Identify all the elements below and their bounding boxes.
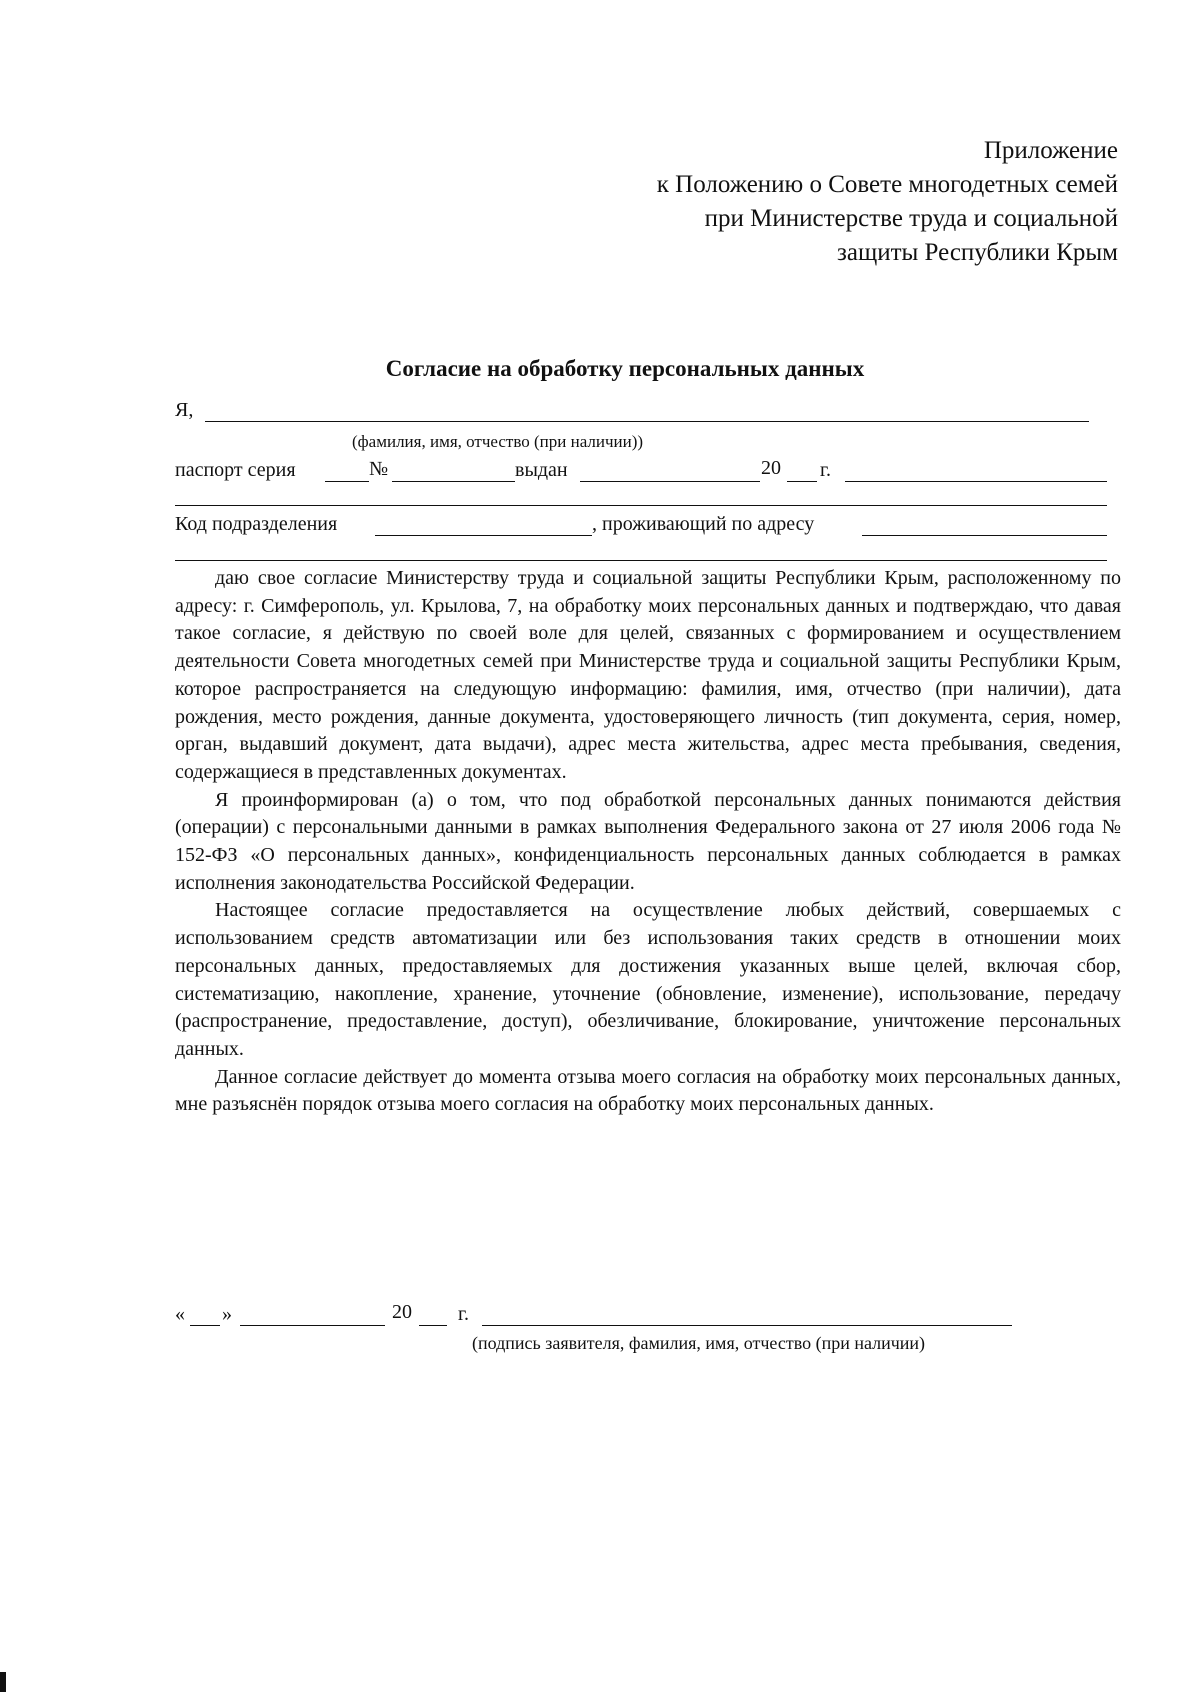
address-label: , проживающий по адресу <box>592 513 815 535</box>
consent-paragraph: даю свое согласие Министерству труда и социальной защиты Республики Крым, расположенному по адресу: г. Симферополь, ул. Крылова, 7, на обработку моих персональных данных и подтверждаю, что давая такое согласие, я действую по своей воле для целей, связанных с формированием и осуществлением деятельности Совета многодетных семей при Министерстве труда и социальной защиты Республики Крым, которое распространяется на следующую информацию: фамилия, имя, отчество (при наличии), дата рождения, место рождения, данные документа, удостоверяющего личность (тип документа, серия, номер, орган, выдавший документ, дата выдачи), адрес места жительства, адрес места пребывания, сведения, содержащиеся в представленных документах. <box>175 567 1121 783</box>
passport-number-line[interactable] <box>392 481 515 482</box>
appendix-line: защиты Республики Крым <box>836 239 1118 266</box>
division-code-line[interactable] <box>375 535 592 536</box>
signature-year-line[interactable] <box>419 1325 447 1326</box>
appendix-line: Приложение <box>983 137 1118 164</box>
address-line[interactable] <box>862 535 1107 536</box>
consent-paragraph: Настоящее согласие предоставляется на осуществление любых действий, совершаемых с использованием средств автоматизации или без использования таких средств в отношении моих персональных данных, предоставляемых для достижения указанных выше целей, включая сбор, систематизацию, накопление, хранение, уточнение (обновление, изменение), использование, передачу (распространение, предоставление, доступ), обезличивание, блокирование, уничтожение персональных данных. <box>175 899 1121 1060</box>
signature-month-line[interactable] <box>240 1325 385 1326</box>
issued-by-line[interactable] <box>580 481 760 482</box>
consent-paragraph: Данное согласие действует до момента отзыва моего согласия на обработку моих персональных данных, мне разъяснён порядок отзыва моего согласия на обработку моих персональных данных. <box>175 1065 1121 1116</box>
date-quote-open: « <box>175 1303 185 1325</box>
issue-year-suffix: г. <box>820 459 831 481</box>
date-quote-close: » <box>222 1303 232 1325</box>
consent-body <box>175 565 1121 1119</box>
signature-hint: (подпись заявителя, фамилия, имя, отчество (при наличии) <box>472 1333 926 1353</box>
issued-extra-line[interactable] <box>845 481 1107 482</box>
appendix-header <box>657 134 1118 270</box>
division-label: Код подразделения <box>175 513 338 535</box>
passport-series-line[interactable] <box>325 481 369 482</box>
signature-day-line[interactable] <box>190 1325 220 1326</box>
passport-continuation-line[interactable] <box>175 505 1107 506</box>
i-label: Я, <box>175 399 194 421</box>
appendix-line: при Министерстве труда и социальной <box>704 205 1118 232</box>
passport-label: паспорт серия <box>175 459 296 481</box>
signature-year-prefix: 20 <box>392 1301 412 1323</box>
address-continuation-line[interactable] <box>175 560 1107 561</box>
issued-label: выдан <box>515 459 568 481</box>
signature-line[interactable] <box>482 1325 1012 1326</box>
signature-year-suffix: г. <box>458 1303 469 1325</box>
fio-hint: (фамилия, имя, отчество (при наличии)) <box>352 432 644 451</box>
scan-mark <box>0 1672 6 1692</box>
issue-year-line[interactable] <box>787 481 817 482</box>
fio-field-line[interactable] <box>205 421 1089 422</box>
consent-paragraph: Я проинформирован (а) о том, что под обработкой персональных данных понимаются действия (операции) с персональными данными в рамках выполнения Федерального закона от 27 июля 2006 года № 152-ФЗ «О персональных данных», конфиденциальность персональных данных соблюдается в рамках исполнения законодательства Российской Федерации. <box>175 788 1121 894</box>
issue-year-prefix: 20 <box>761 457 781 479</box>
number-label: № <box>369 458 389 480</box>
appendix-line: к Положению о Совете многодетных семей <box>656 171 1118 198</box>
document-title: Согласие на обработку персональных данных <box>385 356 865 381</box>
